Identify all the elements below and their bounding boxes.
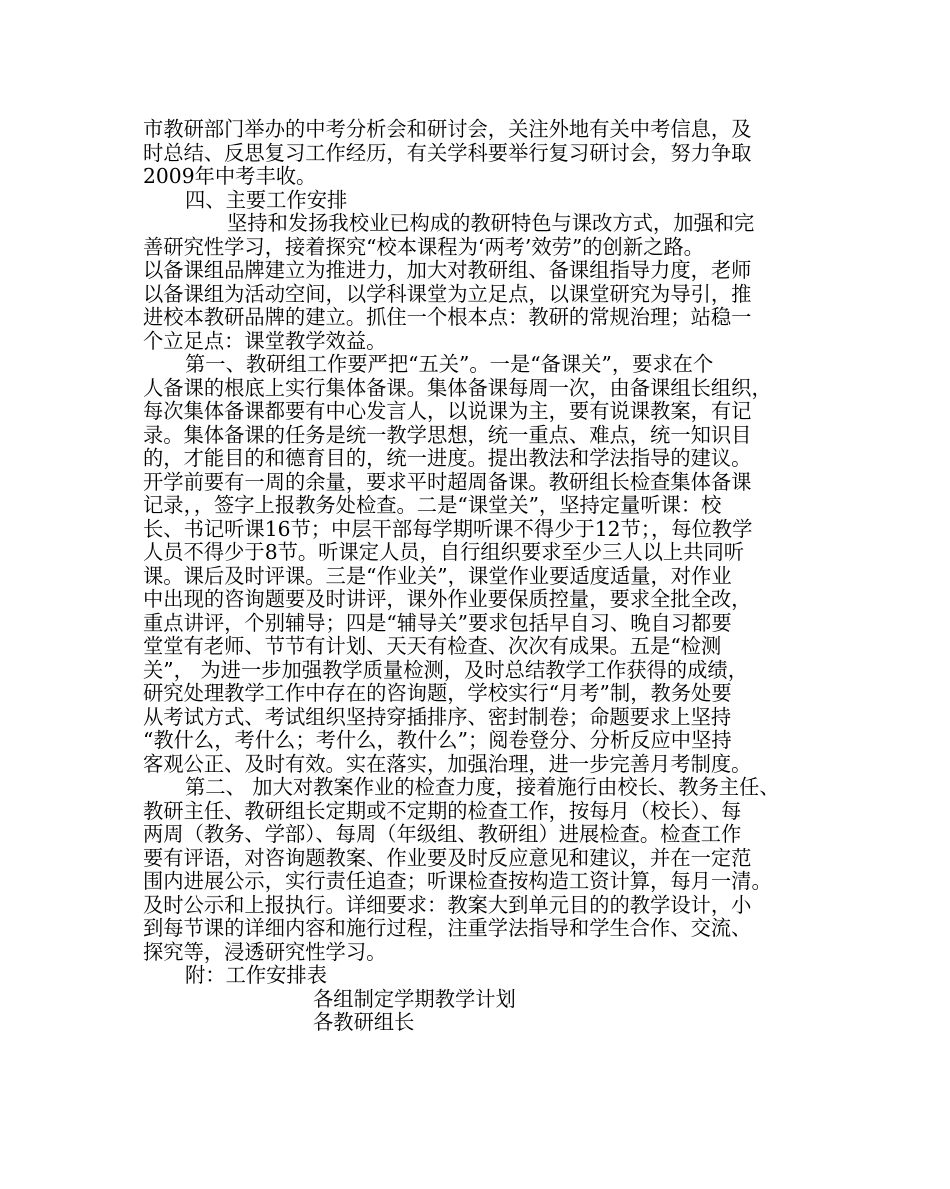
text-line: 录。集体备课的任务是统一教学思想，统一重点、难点，统一知识目: [143, 422, 752, 447]
text-line: 长、书记听课16节；中层干部每学期听课不得少于12节；，每位教学: [143, 516, 753, 541]
text-line: 教研主任、教研组长定期或不定期的检查工作，按每月（校长）、每: [143, 798, 742, 823]
text-line: 关”， 为进一步加强教学质量检测，及时总结教学工作获得的成绩，: [143, 657, 748, 682]
text-line: 市教研部门举办的中考分析会和研讨会，关注外地有关中考信息，及: [143, 117, 752, 141]
paragraph-start: 第一、教研组工作要严把“五关”。一是“备课关”，要求在个: [185, 352, 714, 376]
schedule-item: 各教研组长: [313, 1010, 415, 1034]
schedule-item: 各组制定学期教学计划: [313, 986, 516, 1011]
text-line: 个立足点：课堂教学效益。: [143, 328, 387, 353]
text-line: 要有评语，对咨询题教案、作业要及时反应意见和建议，并在一定范: [143, 845, 752, 870]
text-line: “教什么，考什么；考什么，教什么”；阅卷登分、分析反应中坚持: [143, 728, 732, 752]
text-line: 及时公示和上报执行。详细要求：教案大到单元目的的教学设计，小: [143, 892, 752, 917]
text-line: 的，才能目的和德育目的，统一进度。提出教法和学法指导的建议。: [143, 446, 752, 470]
text-line: 每次集体备课都要有中心发言人，以说课为主，要有说课教案，有记: [143, 399, 752, 423]
text-line: 从考试方式、考试组织坚持穿插排序、密封制卷；命题要求上坚持: [143, 704, 732, 729]
text-line: 两周（教务、学部）、每周（年级组、教研组）进展检查。检查工作: [143, 822, 742, 846]
text-line: 以备课组品牌建立为推进力，加大对教研组、备课组指导力度，老师: [143, 258, 752, 282]
section-heading: 四、主要工作安排: [185, 187, 348, 212]
text-line: 人备课的根底上实行集体备课。集体备课每周一次，由备课组长组织，: [143, 375, 772, 400]
text-line: 客观公正、及时有效。实在落实，加强治理，进一步完善月考制度。: [143, 751, 752, 776]
text-line: 研究处理教学工作中存在的咨询题，学校实行“月考”制，教务处要: [143, 681, 732, 705]
text-line: 时总结、反思复习工作经历，有关学科要举行复习研讨会，努力争取: [143, 140, 752, 165]
text-line: 围内进展公示，实行责任追查；听课检查按构造工资计算，每月一清。: [143, 869, 772, 893]
appendix-heading: 附：工作安排表: [185, 963, 327, 987]
text-line: 人员不得少于8节。听课定人员，自行组织要求至少三人以上共同听: [143, 540, 745, 564]
paragraph-start: 坚持和发扬我校业已构成的教研特色与课改方式，加强和完: [227, 211, 755, 235]
text-line: 堂堂有老师、节节有计划、天天有检查、次次有成果。五是“检测: [143, 634, 722, 658]
text-line: 重点讲评，个别辅导；四是“辅导关”要求包括早自习、晚自习都要: [143, 610, 732, 635]
text-line: 课。课后及时评课。三是“作业关”，课堂作业要适度适量，对作业: [143, 563, 732, 588]
text-line: 善研究性学习，接着探究“校本课程为‘两考’效劳”的创新之路。: [143, 234, 704, 259]
text-line: 开学前要有一周的余量，要求平时超周备课。教研组长检查集体备课: [143, 469, 752, 494]
text-line: 记录，，签字上报教务处检查。二是“课堂关”，坚持定量听课：校: [143, 493, 722, 517]
text-line: 以备课组为活动空间，以学科课堂为立足点，以课堂研究为导引，推: [143, 281, 752, 306]
paragraph-start: 第二、 加大对教案作业的检查力度，接着施行由校长、教务主任、: [185, 775, 780, 799]
text-line: 到每节课的详细内容和施行过程，注重学法指导和学生合作、交流、: [143, 916, 752, 940]
text-line: 中出现的咨询题要及时讲评，课外作业要保质控量，要求全批全改，: [143, 587, 752, 611]
text-line: 进校本教研品牌的建立。抓住一个根本点：教研的常规治理；站稳一: [143, 305, 752, 329]
text-line: 2009年中考丰收。: [143, 164, 317, 188]
text-line: 探究等，浸透研究性学习。: [143, 939, 387, 964]
document-body: [143, 118, 815, 1035]
